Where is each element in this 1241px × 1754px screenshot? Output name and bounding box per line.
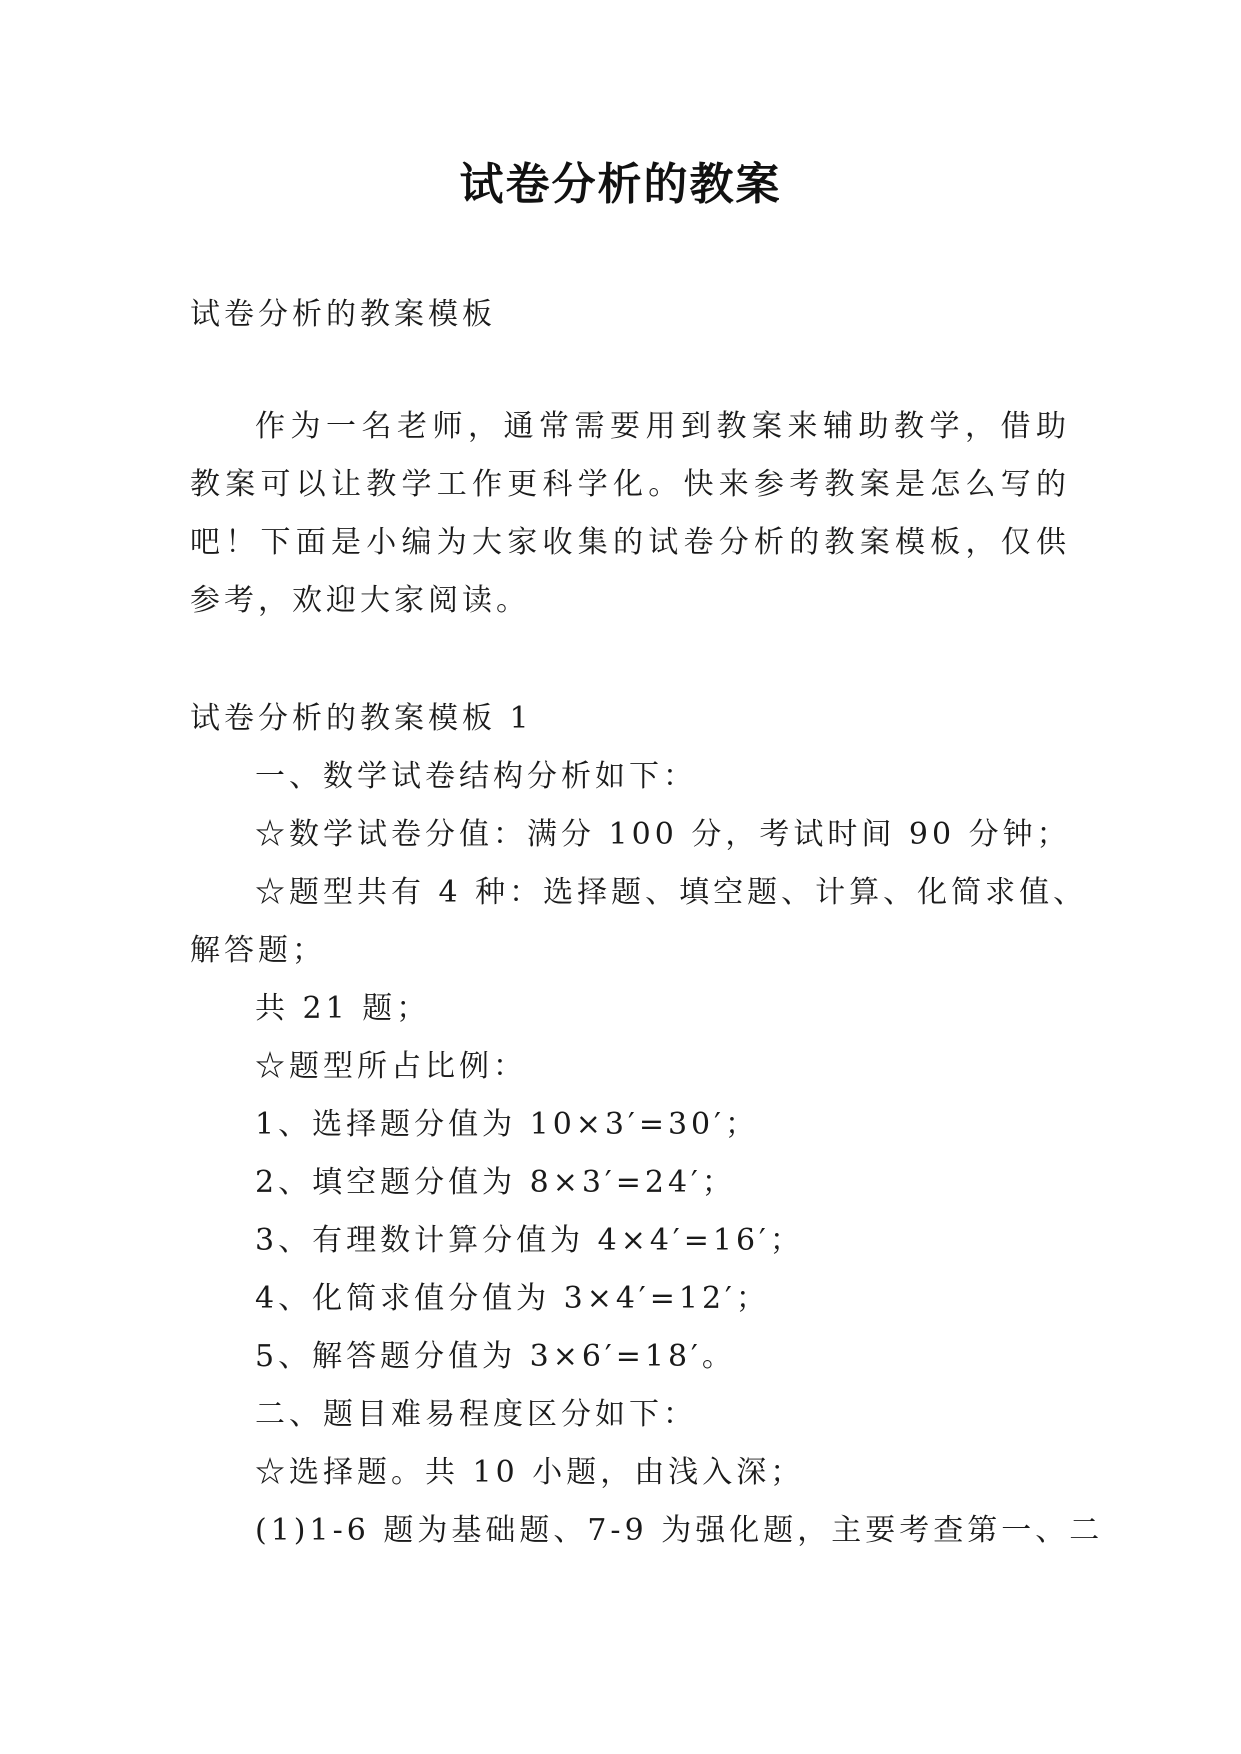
body-line: 共 21 题；	[255, 991, 431, 1026]
body-line: 5、解答题分值为 3×6′=18′。	[255, 1339, 736, 1374]
body-line: ☆题型所占比例：	[255, 1049, 527, 1084]
intro-paragraph: 作为一名老师，通常需要用到教案来辅助教学，借助教案可以让教学工作更科学化。快来参考教案是怎么写的吧！下面是小编为大家收集的试卷分析的教案模板，仅供参考，欢迎大家阅读。	[190, 409, 1070, 618]
body-line: 4、化简求值分值为 3×4′=12′；	[255, 1281, 770, 1316]
body-line: 解答题；	[190, 933, 326, 968]
body-line: 一、数学试卷结构分析如下：	[255, 759, 697, 794]
document-subtitle: 试卷分析的教案模板	[190, 297, 496, 332]
body-line: ☆选择题。共 10 小题，由浅入深；	[255, 1455, 805, 1490]
body-line: 2、填空题分值为 8×3′=24′；	[255, 1165, 736, 1200]
body-line: ☆题型共有 4 种：选择题、填空题、计算、化简求值、	[255, 875, 1088, 910]
body-line: 二、题目难易程度区分如下：	[255, 1397, 697, 1432]
body-line: (1)1-6 题为基础题、7-9 为强化题，主要考查第一、二	[255, 1513, 1104, 1548]
body-line: ☆数学试卷分值：满分 100 分，考试时间 90 分钟；	[255, 817, 1071, 852]
body-line: 3、有理数计算分值为 4×4′=16′；	[255, 1223, 804, 1258]
section-heading: 试卷分析的教案模板 1	[190, 701, 533, 736]
body-line: 1、选择题分值为 10×3′=30′；	[255, 1107, 759, 1142]
document-title: 试卷分析的教案	[459, 159, 782, 210]
